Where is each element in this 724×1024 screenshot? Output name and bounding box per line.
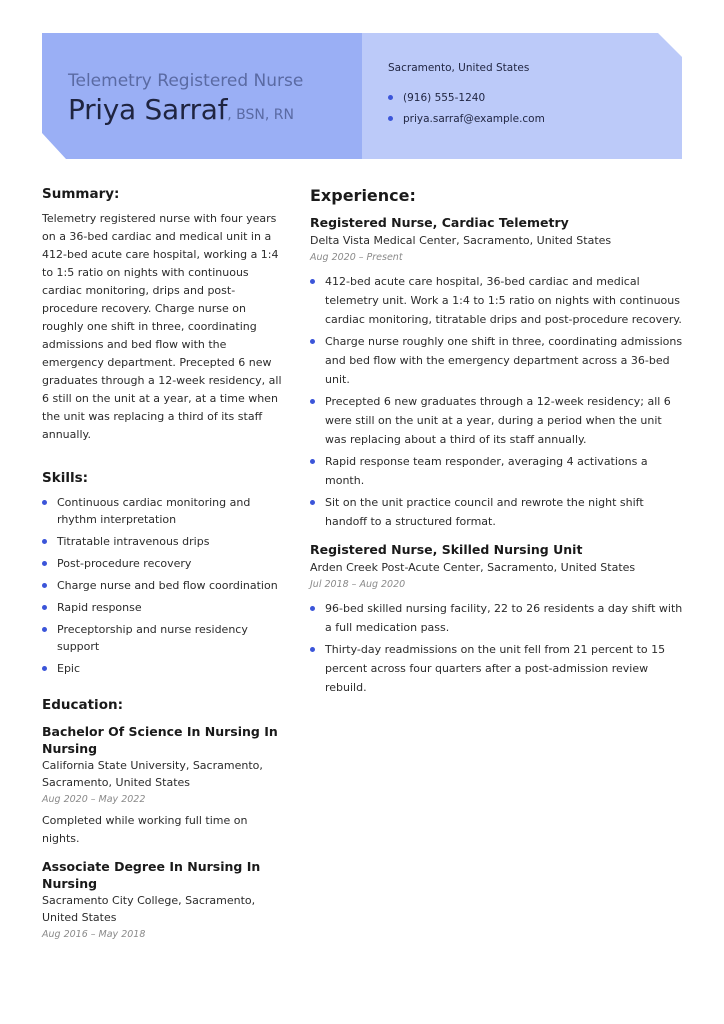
left-column bbox=[42, 186, 282, 949]
education-entry bbox=[42, 723, 282, 848]
job-bullets bbox=[310, 272, 685, 531]
job-bullet: Charge nurse roughly one shift in three, coordinating admissions and bed flow with the emergency department across a 36-bed unit. bbox=[310, 332, 685, 389]
job-dates: Jul 2018 – Aug 2020 bbox=[310, 579, 406, 590]
job-title: Telemetry Registered Nurse bbox=[68, 71, 304, 91]
credentials: , BSN, RN bbox=[227, 107, 294, 123]
job-dates: Aug 2020 – Present bbox=[310, 252, 403, 263]
experience-heading: Experience: bbox=[310, 186, 416, 205]
name-line bbox=[68, 93, 294, 126]
education-heading: Education: bbox=[42, 697, 123, 713]
education-section bbox=[42, 697, 282, 944]
email-link[interactable]: priya.sarraf@example.com bbox=[403, 112, 545, 125]
job-role: Registered Nurse, Skilled Nursing Unit bbox=[310, 542, 583, 557]
summary-section bbox=[42, 186, 282, 444]
job-bullet: Sit on the unit practice council and rewrote the night shift handoff to a structured format. bbox=[310, 493, 685, 531]
contact-list bbox=[388, 87, 545, 129]
job-bullet: 96-bed skilled nursing facility, 22 to 26 residents a day shift with a full medication pass. bbox=[310, 599, 685, 637]
skill-item: Continuous cardiac monitoring and rhythm interpretation bbox=[42, 494, 282, 528]
skill-item: Charge nurse and bed flow coordination bbox=[42, 577, 282, 594]
job-employer: Arden Creek Post-Acute Center, Sacramento, United States bbox=[310, 561, 636, 574]
school-name: California State University, Sacramento, Sacramento, United States bbox=[42, 759, 263, 789]
skill-item: Preceptorship and nurse residency support bbox=[42, 621, 282, 655]
contact-location: Sacramento, United States bbox=[388, 62, 530, 74]
contact-phone bbox=[388, 87, 545, 108]
job-bullet: 412-bed acute care hospital, 36-bed cardiac and medical telemetry unit. Work a 1:4 to 1:5 ratio on nights with continuous cardiac monitoring, titratable drips and post-procedure recovery. bbox=[310, 272, 685, 329]
candidate-name: Priya Sarraf bbox=[68, 93, 228, 126]
job-bullet: Thirty-day readmissions on the unit fell from 21 percent to 15 percent across four quarters after a post-admission review rebuild. bbox=[310, 640, 685, 697]
education-entry bbox=[42, 858, 282, 944]
education-dates: Aug 2016 – May 2018 bbox=[42, 929, 146, 940]
skill-item: Titratable intravenous drips bbox=[42, 533, 282, 550]
skill-item: Epic bbox=[42, 660, 282, 677]
bullet-icon bbox=[388, 116, 393, 121]
skills-section bbox=[42, 470, 282, 677]
education-dates: Aug 2020 – May 2022 bbox=[42, 794, 146, 805]
degree-title: Bachelor Of Science In Nursing In Nursing bbox=[42, 724, 278, 756]
summary-heading: Summary: bbox=[42, 186, 120, 202]
job-employer: Delta Vista Medical Center, Sacramento, United States bbox=[310, 234, 612, 247]
bullet-icon bbox=[388, 95, 393, 100]
job-entry bbox=[310, 541, 685, 697]
degree-title: Associate Degree In Nursing In Nursing bbox=[42, 859, 261, 891]
skills-list bbox=[42, 494, 282, 677]
phone-text: (916) 555-1240 bbox=[403, 91, 486, 104]
resume-header bbox=[42, 33, 682, 159]
right-column bbox=[310, 186, 685, 700]
summary-text: Telemetry registered nurse with four years on a 36-bed cardiac and medical unit in a 412-bed acute care hospital, working a 1:4 to 1:5 ratio on nights with continuous cardiac monitoring, drips and post-procedure recovery. Charge nurse on roughly one shift in three, coordinating admissions and bed flow with the emergency department. Precepted 6 new graduates through a 12-week residency, all 6 still on the unit at a year, at a time when the unit was replacing a third of its staff annually. bbox=[42, 212, 282, 441]
school-name: Sacramento City College, Sacramento, United States bbox=[42, 894, 256, 924]
job-bullet: Precepted 6 new graduates through a 12-week residency; all 6 were still on the unit at a year, during a period when the unit was replacing about a third of its staff annually. bbox=[310, 392, 685, 449]
contact-email bbox=[388, 108, 545, 129]
skill-item: Post-procedure recovery bbox=[42, 555, 282, 572]
job-entry bbox=[310, 214, 685, 531]
skill-item: Rapid response bbox=[42, 599, 282, 616]
skills-heading: Skills: bbox=[42, 470, 89, 486]
job-bullets bbox=[310, 599, 685, 697]
job-bullet: Rapid response team responder, averaging 4 activations a month. bbox=[310, 452, 685, 490]
education-note: Completed while working full time on nights. bbox=[42, 814, 248, 845]
job-role: Registered Nurse, Cardiac Telemetry bbox=[310, 215, 569, 230]
